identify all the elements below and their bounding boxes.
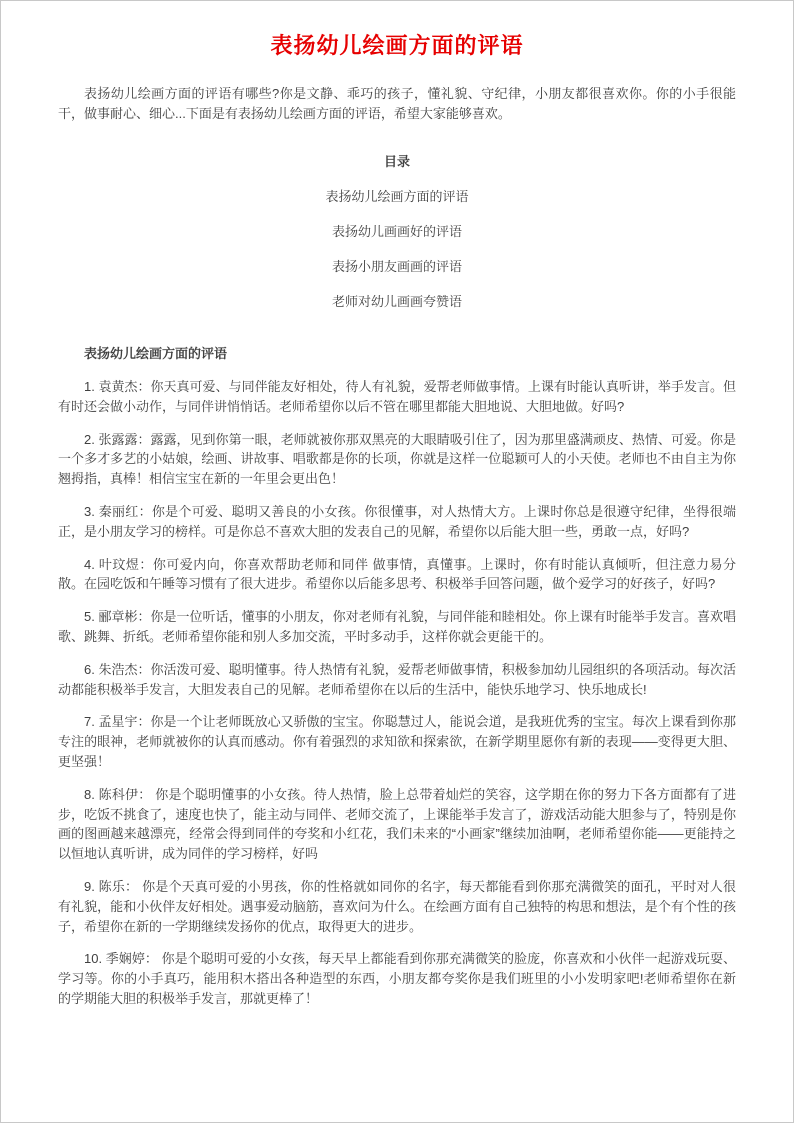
document-title: 表扬幼儿绘画方面的评语 xyxy=(270,33,524,58)
comment-item: 5. 郦章彬：你是一位听话，懂事的小朋友，你对老师有礼貌，与同伴能和睦相处。你上课有时能举手发言。喜欢唱歌、跳舞、折纸。老师希望你能和别人多加交流，平时多动手，这样你就会更能干的。 xyxy=(58,609,736,644)
section-heading: 表扬幼儿绘画方面的评语 xyxy=(84,346,228,361)
comment-item: 4. 叶玟煜：你可爱内向，你喜欢帮助老师和同伴 做事情，真懂事。上课时，你有时能认真倾听，但注意力易分散。在园吃饭和午睡等习惯有了很大进步。希望你以后能多思考、积极举手回答问题，做个爱学习的好孩子，好吗? xyxy=(58,556,736,592)
comment-item: 8. 陈科伊： 你是个聪明懂事的小女孩。待人热情，脸上总带着灿烂的笑容，这学期在你的努力下各方面都有了进步，吃饭不挑食了，速度也快了，能主动与同伴、老师交流了，上课能举手发言了，游戏活动能大胆参与了，特别是你画的图画越来越漂亮，经常会得到同伴的夸奖和小红花，我们未来的“小画家”继续加油啊，老师希望你能——更能持之以恒地认真听讲，成为同伴的学习榜样，好吗 xyxy=(58,786,736,862)
comment-item: 2. 张露露：露露，见到你第一眼，老师就被你那双黑亮的大眼睛吸引住了，因为那里盛满顽皮、热情、可爱。你是一个多才多艺的小姑娘，绘画、讲故事、唱歌都是你的长项，你就是这样一位聪颖可人的小天使。老师也不由自主为你翘拇指，真棒！相信宝宝在新的一年里会更出色！ xyxy=(58,431,736,487)
comment-item: 7. 孟星宇：你是一个让老师既放心又骄傲的宝宝。你聪慧过人，能说会道，是我班优秀的宝宝。每次上课看到你那专注的眼神，老师就被你的认真而感动。你有着强烈的求知欲和探索欲，在新学期里愿你有新的表现——变得更大胆、更坚强！ xyxy=(58,714,736,769)
toc-link-4[interactable]: 老师对幼儿画画夸赞语 xyxy=(331,294,462,309)
toc-heading: 目录 xyxy=(383,154,410,169)
toc-link-3[interactable]: 表扬小朋友画画的评语 xyxy=(331,259,462,274)
document-content xyxy=(1,1,793,1009)
intro-paragraph: 表扬幼儿绘画方面的评语有哪些?你是文静、乖巧的孩子，懂礼貌、守纪律，小朋友都很喜欢你。你的小手很能干，做事耐心、细心...下面是有表扬幼儿绘画方面的评语，希望大家能够喜欢。 xyxy=(58,86,736,121)
comment-item: 10. 季娴婷： 你是个聪明可爱的小女孩，每天早上都能看到你那充满微笑的脸庞，你喜欢和小伙伴一起游戏玩耍、学习等。你的小手真巧，能用积木搭出各种造型的东西，小朋友都夸奖你是我们班里的小小发明家吧!老师希望你在新的学期能大胆的积极举手发言，那就更棒了！ xyxy=(58,951,736,1006)
comment-item: 1. 袁黄杰：你天真可爱、与同伴能友好相处，待人有礼貌，爱帮老师做事情。上课有时能认真听讲，举手发言。但有时还会做小动作，与同伴讲悄悄话。老师希望你以后不管在哪里都能大胆地说、大胆地做。好吗? xyxy=(58,379,736,414)
table-of-contents xyxy=(58,152,736,312)
comment-item: 3. 秦丽红：你是个可爱、聪明又善良的小女孩。你很懂事，对人热情大方。上课时你总是很遵守纪律，坐得很端正，是小朋友学习的榜样。可是你总不喜欢大胆的发表自己的见解，希望你以后能大胆一些，勇敢一点，好吗? xyxy=(58,503,736,539)
comment-item: 9. 陈乐： 你是个天真可爱的小男孩，你的性格就如同你的名字，每天都能看到你那充满微笑的面孔，平时对人很有礼貌，能和小伙伴友好相处。遇事爱动脑筋，喜欢问为什么。在绘画方面有自己独特的构思和想法，是个有个性的孩子，希望你在新的一学期继续发扬你的优点，取得更大的进步。 xyxy=(58,878,736,934)
toc-link-2[interactable]: 表扬幼儿画画好的评语 xyxy=(331,224,462,239)
toc-link-1[interactable]: 表扬幼儿绘画方面的评语 xyxy=(325,189,469,204)
comment-item: 6. 朱浩杰：你活泼可爱、聪明懂事。待人热情有礼貌，爱帮老师做事情，积极参加幼儿园组织的各项活动。每次活动都能积极举手发言，大胆发表自己的见解。老师希望你在以后的生活中，能快乐地学习、快乐地成长! xyxy=(58,661,736,697)
